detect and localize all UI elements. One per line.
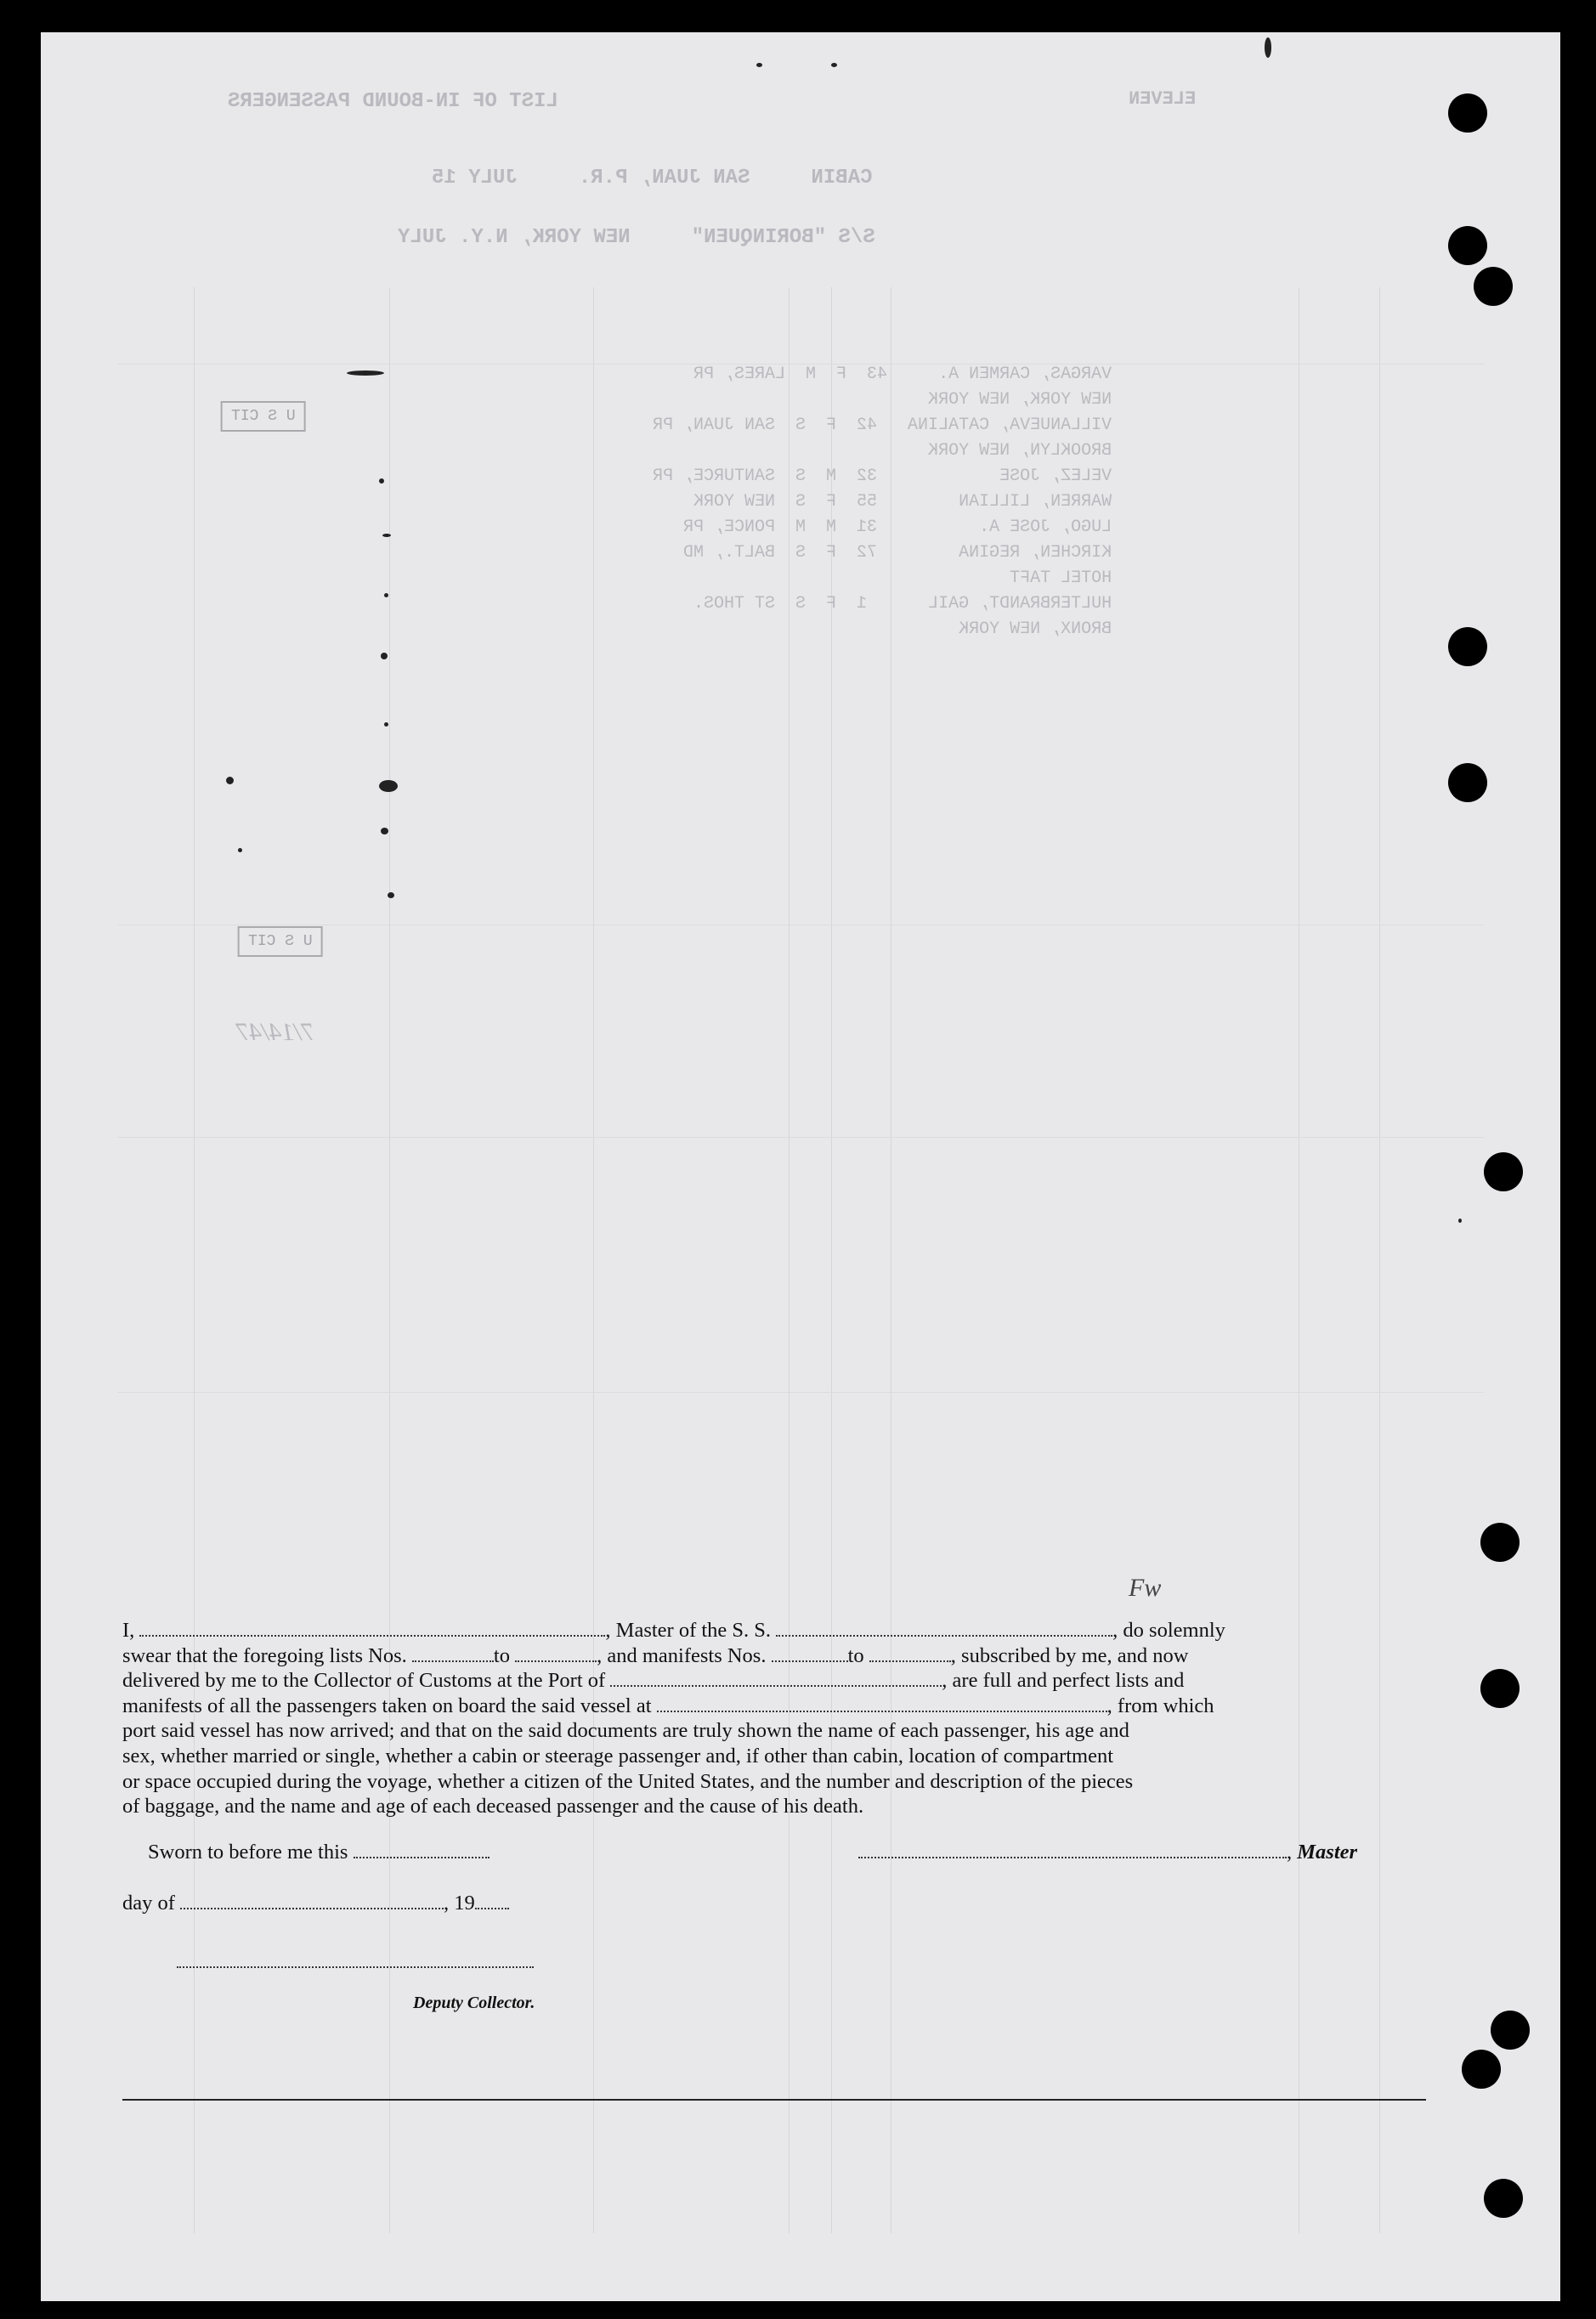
- column-line: [593, 287, 594, 2233]
- declaration-line-7: or space occupied during the voyage, whether a citizen of the United States, and the number and description of the pieces: [122, 1769, 1134, 1793]
- deputy-signature-line[interactable]: [177, 1966, 534, 1968]
- ink-speck: [381, 653, 388, 659]
- ink-speck: [1265, 37, 1271, 58]
- ink-speck: [381, 828, 388, 834]
- manifest-to-field[interactable]: [869, 1645, 951, 1662]
- day-of-label: day of , 19: [122, 1892, 509, 1915]
- deputy-collector-label: Deputy Collector.: [413, 1994, 535, 2012]
- declaration-line-4: manifests of all the passengers taken on board the said vessel at , from which: [122, 1694, 1214, 1717]
- declaration-line-3: delivered by me to the Collector of Customs at the Port of , are full and perfect lists and: [122, 1669, 1185, 1693]
- master-signature-field[interactable]: [858, 1841, 1287, 1858]
- punch-hole: [1480, 1523, 1520, 1562]
- manifest-page: [41, 32, 1560, 2301]
- ink-speck: [384, 722, 388, 727]
- master-signature: , Master: [858, 1841, 1357, 1864]
- punch-hole: [1448, 93, 1487, 133]
- punch-hole: [1484, 1152, 1523, 1191]
- declaration-line-8: of baggage, and the name and age of each deceased passenger and the cause of his death.: [122, 1795, 864, 1818]
- ink-speck: [1458, 1219, 1462, 1223]
- punch-hole: [1462, 2050, 1501, 2089]
- punch-hole: [1448, 763, 1487, 802]
- bleed-title: LIST OF IN-BOUND PASSENGERS: [228, 90, 558, 113]
- bleed-passenger-rows: VARGAS, CARMEN A. 43 F M LARES, PR NEW YORK, NEW YORK VILLANUEVA, CATALINA 42 F S SAN JUAN, PR BROOKLYN, NEW YORK VELEZ, JOSE 32 M S SANTURCE, PR WARREN, LILLIAN 55 F S NEW YORK LUGO, JOSE A. 31 M M PONCE, PR KIRCHEN, REGINA 72 F S BALT., MD HOTEL TAFT HULTERBRANDT, GAIL 1 F S ST THOS. BRONX, NEW YORK: [653, 365, 1112, 639]
- list-from-field[interactable]: [412, 1645, 494, 1662]
- ink-speck: [388, 892, 394, 898]
- ink-speck: [382, 534, 391, 537]
- ink-speck: [226, 777, 234, 784]
- punch-hole: [1448, 226, 1487, 265]
- ink-speck: [831, 63, 837, 67]
- punch-hole: [1448, 627, 1487, 666]
- day-of-field[interactable]: [180, 1892, 444, 1909]
- year-field[interactable]: [475, 1892, 509, 1909]
- ink-speck: [379, 478, 384, 484]
- ship-name-field[interactable]: [776, 1620, 1112, 1637]
- punch-hole: [1484, 2179, 1523, 2218]
- bleed-list-number: ELEVEN: [1129, 88, 1197, 110]
- pen-mark: Fw: [1129, 1574, 1162, 1602]
- bleed-arrival: S/S "BORINQUEN" NEW YORK, N.Y. JULY: [398, 226, 875, 249]
- boarding-port-field[interactable]: [657, 1695, 1107, 1712]
- row-line: [117, 1137, 1484, 1138]
- declaration-line-2: swear that the foregoing lists Nos. to , and manifests Nos. to , subscribed by me, and now: [122, 1643, 1189, 1667]
- punch-hole: [1474, 267, 1513, 306]
- bleed-handwriting: 7/14/47: [236, 1018, 314, 1046]
- ink-blot: [379, 780, 398, 792]
- master-label: Master: [1297, 1841, 1358, 1864]
- sworn-date-field[interactable]: [354, 1841, 490, 1858]
- column-line: [1379, 287, 1380, 2233]
- punch-hole: [1480, 1669, 1520, 1708]
- ink-speck: [384, 593, 388, 597]
- ink-blot: [347, 370, 384, 376]
- inspection-stamp: U S CIT: [221, 401, 306, 432]
- column-line: [389, 287, 390, 2233]
- inspection-stamp: U S CIT: [238, 926, 323, 957]
- declaration-line-1: I, , Master of the S. S. , do solemnly: [122, 1619, 1225, 1642]
- bottom-rule: [122, 2099, 1426, 2101]
- punch-hole: [1491, 2011, 1530, 2050]
- master-name-field[interactable]: [139, 1620, 605, 1637]
- list-to-field[interactable]: [515, 1645, 597, 1662]
- bleed-voyage: CABIN SAN JUAN, P.R. JULY 15: [432, 167, 873, 189]
- row-line: [117, 1392, 1484, 1393]
- declaration-line-5: port said vessel has now arrived; and that on the said documents are truly shown the name of each passenger, his age and: [122, 1719, 1129, 1743]
- port-field[interactable]: [610, 1670, 942, 1687]
- masters-declaration: [122, 1618, 1385, 1819]
- ink-speck: [756, 63, 762, 67]
- sworn-before-label: Sworn to before me this: [148, 1841, 490, 1864]
- manifest-from-field[interactable]: [772, 1645, 848, 1662]
- ink-speck: [238, 848, 242, 852]
- column-line: [194, 287, 195, 2233]
- declaration-line-6: sex, whether married or single, whether a cabin or steerage passenger and, if other than cabin, location of compartment: [122, 1744, 1114, 1768]
